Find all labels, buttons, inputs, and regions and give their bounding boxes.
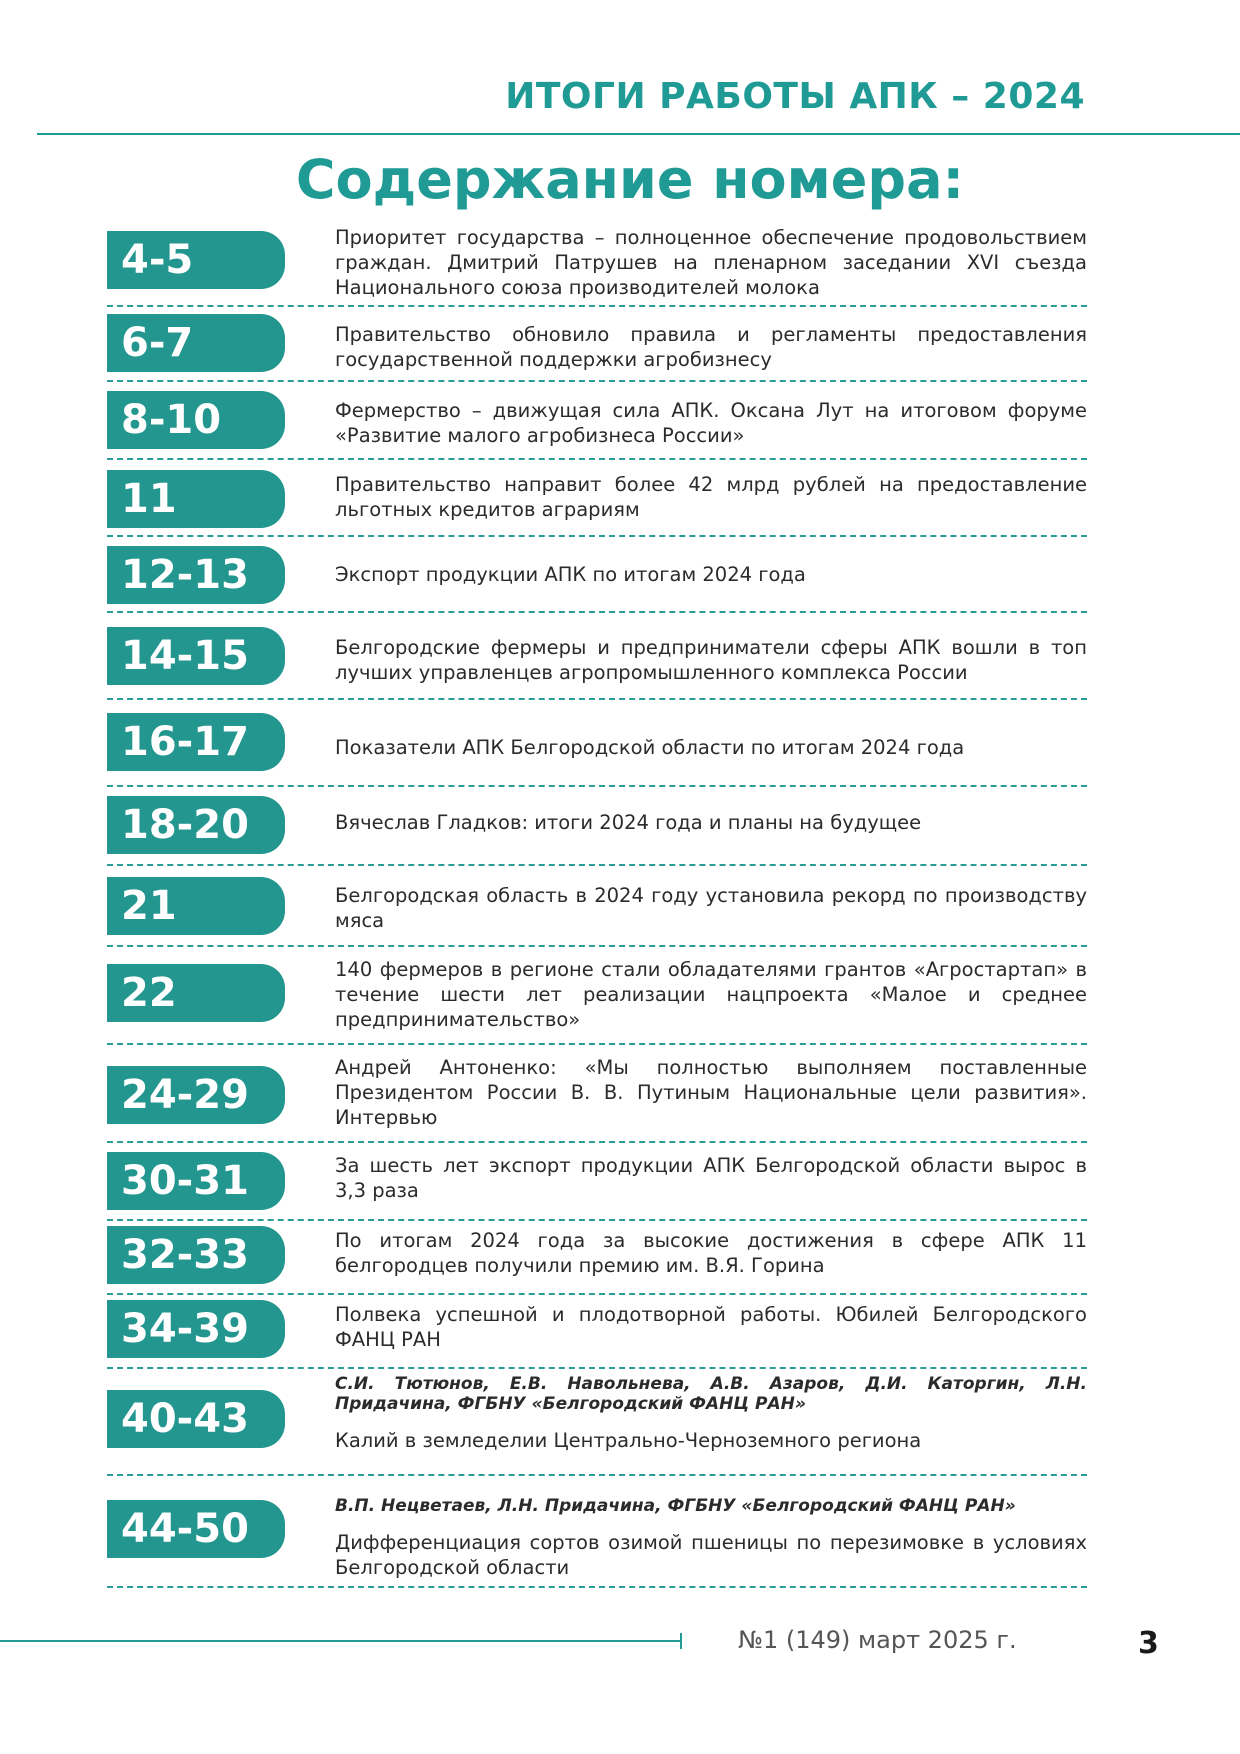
- page-range-badge: 14-15: [107, 627, 285, 685]
- toc-entry-title: Экспорт продукции АПК по итогам 2024 года: [335, 563, 806, 586]
- toc-entry: [335, 398, 1087, 448]
- toc-entry: [335, 1153, 1087, 1203]
- page-range-badge: 11: [107, 470, 285, 528]
- toc-entry-title: Правительство направит более 42 млрд рублей на предоставление льготных кредитов аграриям: [335, 473, 1087, 521]
- toc-divider: [107, 698, 1087, 700]
- toc-divider: [107, 1586, 1087, 1588]
- page-range-badge: 18-20: [107, 796, 285, 854]
- toc-entry: [335, 322, 1087, 372]
- page-range-badge: 24-29: [107, 1066, 285, 1124]
- toc-entry-authors: С.И. Тютюнов, Е.В. Навольнева, А.В. Азаров, Д.И. Каторгин, Л.Н. Придачина, ФГБНУ «Белгородский ФАНЦ РАН»: [335, 1374, 1087, 1414]
- toc-divider: [107, 1367, 1087, 1369]
- page-range-badge: 16-17: [107, 713, 285, 771]
- page-range-badge: 22: [107, 964, 285, 1022]
- toc-entry-title: Белгородские фермеры и предприниматели сферы АПК вошли в топ лучших управленцев агропромышленного комплекса России: [335, 636, 1087, 684]
- page-range-badge: 4-5: [107, 231, 285, 289]
- toc-entry: [335, 1496, 1087, 1580]
- toc-entry-title: Показатели АПК Белгородской области по итогам 2024 года: [335, 736, 965, 759]
- page-number: 3: [1138, 1626, 1159, 1661]
- toc-divider: [107, 305, 1087, 307]
- toc-entry-title: Фермерство – движущая сила АПК. Оксана Лут на итоговом форуме «Развитие малого агробизнеса России»: [335, 399, 1087, 447]
- toc-divider: [107, 1219, 1087, 1221]
- toc-entry: [335, 225, 1087, 300]
- issue-label: №1 (149) март 2025 г.: [738, 1626, 1017, 1654]
- toc-divider: [107, 945, 1087, 947]
- toc-entry-title: Полвека успешной и плодотворной работы. Юбилей Белгородского ФАНЦ РАН: [335, 1303, 1087, 1351]
- toc-entry-title: Белгородская область в 2024 году установила рекорд по производству мяса: [335, 884, 1087, 932]
- page-range-badge: 8-10: [107, 391, 285, 449]
- toc-divider: [107, 864, 1087, 866]
- toc-entry-title: 140 фермеров в регионе стали обладателями грантов «Агростартап» в течение шести лет реализации нацпроекта «Малое и среднее предпринимательство»: [335, 958, 1087, 1031]
- toc-divider: [107, 458, 1087, 460]
- page-range-badge: 32-33: [107, 1226, 285, 1284]
- toc-divider: [107, 1043, 1087, 1045]
- section-title: ИТОГИ РАБОТЫ АПК – 2024: [505, 76, 1085, 117]
- toc-entry-title: Андрей Антоненко: «Мы полностью выполняем поставленные Президентом России В. В. Путиным Национальные цели развития». Интервью: [335, 1056, 1087, 1129]
- toc-divider: [107, 380, 1087, 382]
- page-range-badge: 21: [107, 877, 285, 935]
- toc-entry: [335, 1302, 1087, 1352]
- toc-entry-title: Вячеслав Гладков: итоги 2024 года и планы на будущее: [335, 811, 922, 834]
- page-range-badge: 40-43: [107, 1390, 285, 1448]
- footer-rule: [0, 1640, 682, 1642]
- page-range-badge: 12-13: [107, 546, 285, 604]
- toc-entry-title: Правительство обновило правила и регламенты предоставления государственной поддержки агробизнесу: [335, 323, 1087, 371]
- toc-entry: [335, 562, 1087, 587]
- page-range-badge: 6-7: [107, 314, 285, 372]
- toc-entry: [335, 1055, 1087, 1130]
- page-range-badge: 34-39: [107, 1300, 285, 1358]
- toc-entry-title: Калий в земледелии Центрально-Черноземного региона: [335, 1429, 922, 1452]
- toc-divider: [107, 785, 1087, 787]
- toc-divider: [107, 1141, 1087, 1143]
- page-range-badge: 44-50: [107, 1500, 285, 1558]
- toc-entry-title: По итогам 2024 года за высокие достижения в сфере АПК 11 белгородцев получили премию им. В.Я. Горина: [335, 1229, 1087, 1277]
- toc-divider: [107, 1474, 1087, 1476]
- toc-divider: [107, 535, 1087, 537]
- toc-entry: [335, 957, 1087, 1032]
- toc-entry-authors: В.П. Нецветаев, Л.Н. Придачина, ФГБНУ «Белгородский ФАНЦ РАН»: [335, 1496, 1016, 1516]
- footer-tick: [680, 1633, 682, 1649]
- toc-entry-title: Дифференциация сортов озимой пшеницы по перезимовке в условиях Белгородской области: [335, 1531, 1087, 1579]
- page-range-badge: 30-31: [107, 1152, 285, 1210]
- toc-divider: [107, 1293, 1087, 1295]
- toc-entry: [335, 735, 1087, 760]
- toc-entry: [335, 1228, 1087, 1278]
- toc-entry: [335, 1374, 1087, 1453]
- toc-entry: [335, 635, 1087, 685]
- toc-divider: [107, 611, 1087, 613]
- toc-entry: [335, 883, 1087, 933]
- toc-entry: [335, 810, 1087, 835]
- toc-entry: [335, 472, 1087, 522]
- page-heading-text: Содержание номера:: [295, 148, 965, 211]
- toc-entry-title: За шесть лет экспорт продукции АПК Белгородской области вырос в 3,3 раза: [335, 1154, 1087, 1202]
- toc-entry-title: Приоритет государства – полноценное обеспечение продовольствием граждан. Дмитрий Патрушев на пленарном заседании XVI съезда Национального союза производителей молока: [335, 226, 1087, 299]
